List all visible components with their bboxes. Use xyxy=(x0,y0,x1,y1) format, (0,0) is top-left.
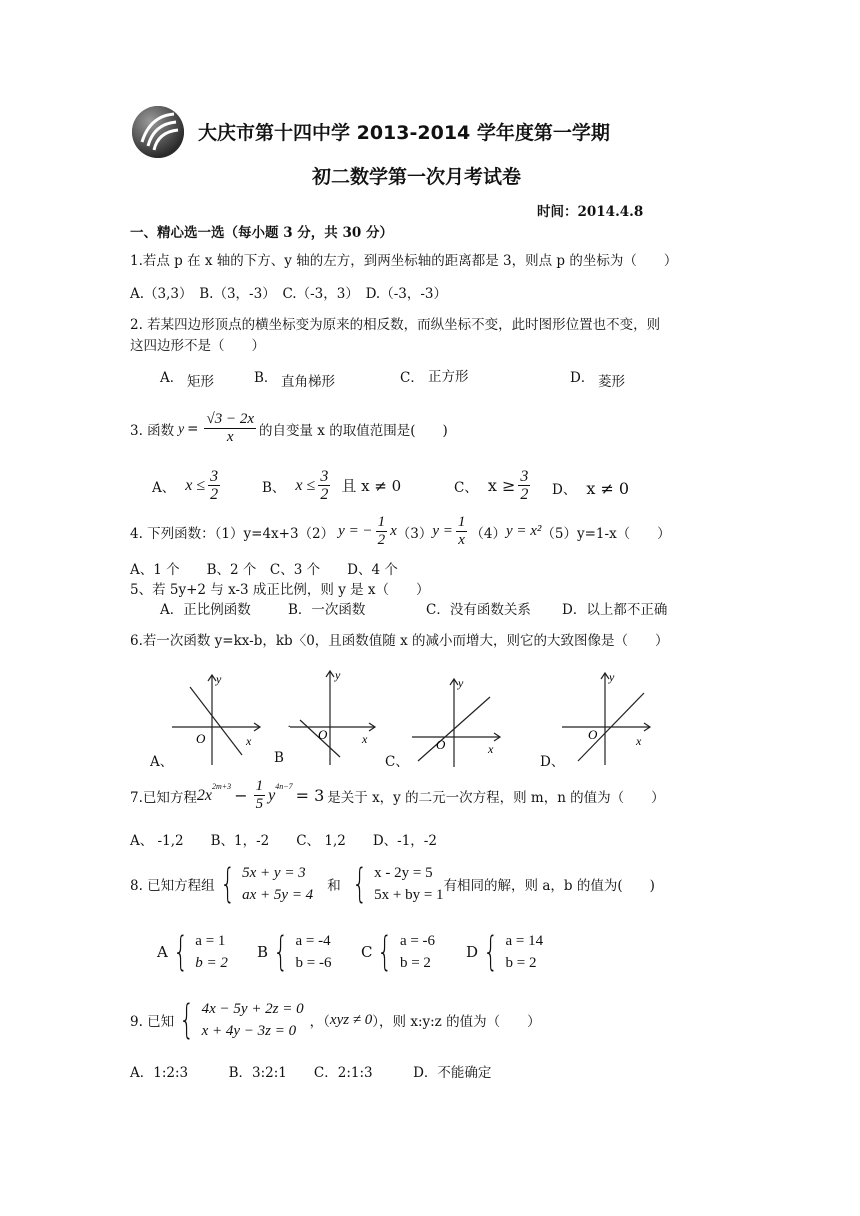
q9-part2: ，（ xyxy=(309,1014,330,1030)
q3-a-var: x ≤ xyxy=(185,476,206,494)
q4-part4: （4） xyxy=(470,525,506,542)
q1-stem: 1.若点 p 在 x 轴的下方、y 轴的左方，到两坐标轴的距离都是 3，则点 p 的坐标为（ ） xyxy=(130,253,678,269)
q7-expr-a: 2x xyxy=(196,786,212,804)
svg-text:y: y xyxy=(216,672,222,686)
q6-label-c: C、 xyxy=(385,754,409,770)
q8-s2-line2: 5x + by = 1 xyxy=(374,887,444,903)
svg-text:.: . xyxy=(288,716,291,730)
q4-f3a: y = xyxy=(432,523,453,539)
q9-system: { 4x − 5y + 2z = 0 x + 4y − 3z = 0 xyxy=(179,997,304,1043)
q8-s2-line1: x - 2y = 5 xyxy=(374,865,433,881)
q8-c1: a = -6 xyxy=(399,933,436,949)
q8-part1: 8. 已知方程组 xyxy=(130,878,215,894)
q4-part5: （5）y=1-x（ ） xyxy=(541,525,671,542)
q5-option-a: A．正比例函数 xyxy=(160,602,251,618)
q6-label-b: B xyxy=(274,750,284,766)
svg-text:x: x xyxy=(636,734,642,748)
q8-b2: b = -6 xyxy=(295,955,332,971)
q3-b-den: 2 xyxy=(320,486,329,503)
q2-option-b: 直角梯形 xyxy=(281,374,335,390)
q3-stem xyxy=(130,411,448,446)
q9-line2: x + 4y − 3z = 0 xyxy=(201,1023,297,1039)
svg-text:O: O xyxy=(196,731,206,746)
q4-f3-den: x xyxy=(458,532,465,548)
q8-option-a: A { a = 1 b = 2 xyxy=(157,929,228,975)
q8-option-d: D { a = 14 b = 2 xyxy=(466,929,544,975)
q3-b-frac xyxy=(318,468,330,503)
q3-b-var: x ≤ xyxy=(295,476,316,494)
q3-c-label: C、 xyxy=(454,479,478,496)
q2-option-b-label: B． xyxy=(254,370,278,386)
q7-exp-b: 4n−7 xyxy=(275,782,293,791)
q5-option-c: C．没有函数关系 xyxy=(426,602,531,618)
exam-date: 时间：2014.4.8 xyxy=(537,204,644,220)
svg-text:y: y xyxy=(609,670,615,684)
q3-option-a xyxy=(152,468,223,503)
q4-f2-num: 1 xyxy=(377,514,386,530)
svg-text:y: y xyxy=(335,668,341,682)
svg-text:O: O xyxy=(588,727,598,742)
school-title: 大庆市第十四中学 2013-2014 学年度第一学期 xyxy=(198,122,610,144)
q6-stem: 6.若一次函数 y=kx-b，kb〈0，且函数值随 x 的减小而增大，则它的大致图像是（ ） xyxy=(130,633,669,649)
q7-num: 1 xyxy=(255,778,264,794)
q8-a2: b = 2 xyxy=(195,955,228,971)
q2-option-d-label: D． xyxy=(570,370,595,386)
q6-graphs xyxy=(150,665,710,770)
q3-suffix: 的自变量 x 的取值范围是( ) xyxy=(259,422,448,439)
svg-text:x: x xyxy=(488,742,494,756)
q3-c-frac xyxy=(518,468,530,503)
q4-options: A、1 个 B、2 个 C、3 个 D、4 个 xyxy=(130,562,398,578)
q3-eq: = xyxy=(187,420,199,437)
q2-option-a-label: A． xyxy=(160,370,184,386)
exam-title: 初二数学第一次月考试卷 xyxy=(312,166,522,188)
q3-option-c xyxy=(454,468,533,503)
q7-stem xyxy=(130,778,665,813)
q9-stem xyxy=(130,998,541,1042)
q7-frac xyxy=(254,778,266,813)
q8-part2: 有相同的解，则 a，b 的值为( ) xyxy=(443,878,655,894)
q1-options: A.（3,3） B.（3，-3） C.（-3，3） D.（-3，-3） xyxy=(130,286,448,302)
q8-s1-line1: 5x + y = 3 xyxy=(242,865,306,881)
q3-a-num: 3 xyxy=(210,468,219,485)
q8-d-label: D xyxy=(466,943,479,961)
q6-label-a: A、 xyxy=(150,754,174,770)
q3-frac-den: x xyxy=(226,429,234,445)
svg-text:O: O xyxy=(436,737,446,752)
q8-b1: a = -4 xyxy=(295,933,331,949)
q5-option-b: B．一次函数 xyxy=(288,602,366,618)
svg-text:x: x xyxy=(246,734,252,748)
q6-graph-b xyxy=(288,668,375,765)
q7-minus: − xyxy=(234,786,248,805)
q7-part1: 7.已知方程 xyxy=(130,789,197,806)
q7-expr-b: y xyxy=(268,786,276,804)
q8-stem xyxy=(130,862,655,906)
q2-option-c: 正方形 xyxy=(428,369,469,385)
q6-graph-c xyxy=(412,676,500,767)
q3-option-b xyxy=(262,468,401,503)
q7-den: 5 xyxy=(255,796,264,812)
q3-b-label: B、 xyxy=(262,479,286,496)
q2-option-a: 矩形 xyxy=(187,374,214,390)
q8-s1-line2: ax + 5y = 4 xyxy=(242,887,314,903)
q2-option-d: 菱形 xyxy=(598,374,625,390)
q8-option-c: C { a = -6 b = 2 xyxy=(361,929,436,975)
q3-b-num: 3 xyxy=(320,468,329,485)
q2-stem-line1: 2. 若某四边形顶点的横坐标变为原来的相反数，而纵坐标不变，此时图形位置也不变，则 xyxy=(130,317,661,333)
q4-f2b: x xyxy=(390,523,397,539)
q8-d2: b = 2 xyxy=(505,955,537,971)
q9-line1: 4x − 5y + 2z = 0 xyxy=(201,1001,304,1017)
q4-f3-frac xyxy=(456,514,468,549)
q3-d-label: D、 xyxy=(552,482,577,498)
q4-f2-frac xyxy=(376,514,388,549)
q9-options: A．1:2:3 B．3:2:1 C．2:1:3 D．不能确定 xyxy=(130,1065,492,1081)
q8-and: 和 xyxy=(327,878,341,894)
q8-system2: { x - 2y = 5 5x + by = 1 xyxy=(351,861,444,907)
q7-eq: = 3 xyxy=(295,786,325,805)
q9-part1: 9. 已知 xyxy=(130,1014,175,1030)
q3-a-label: A、 xyxy=(152,479,176,496)
q8-c2: b = 2 xyxy=(399,955,431,971)
q3-a-frac xyxy=(208,468,220,503)
q3-prefix: 3. 函数 xyxy=(130,422,175,439)
q3-c-var: x ≥ xyxy=(487,476,516,495)
q3-option-d xyxy=(552,478,629,498)
q4-f2-den: 2 xyxy=(377,532,386,548)
svg-text:O: O xyxy=(318,727,328,742)
q3-fraction xyxy=(204,411,256,446)
q2-stem-line2: 这四边形不是（ ） xyxy=(130,338,265,354)
q6-graph-a xyxy=(172,672,260,765)
q4-f2a: y = − xyxy=(338,523,373,539)
q8-a1: a = 1 xyxy=(195,933,226,949)
q4-part3: （3） xyxy=(396,525,433,542)
q3-y: y xyxy=(178,420,185,436)
q8-b-label: B xyxy=(257,943,269,961)
q9-condition: xyz ≠ 0 xyxy=(329,1011,373,1028)
q3-c-den: 2 xyxy=(520,486,529,503)
q8-option-b: B { a = -4 b = -6 xyxy=(257,929,332,975)
school-logo-icon xyxy=(128,102,188,162)
q3-a-den: 2 xyxy=(210,486,219,503)
svg-text:y: y xyxy=(458,676,464,690)
q6-label-d: D、 xyxy=(540,754,565,770)
q8-d1: a = 14 xyxy=(505,933,544,949)
q6-graph-d xyxy=(562,670,650,765)
q2-option-c-label: C． xyxy=(400,370,424,386)
q3-c-num: 3 xyxy=(520,468,529,485)
q4-f3-num: 1 xyxy=(457,514,466,530)
q3-d-var: x ≠ 0 xyxy=(586,478,630,498)
q8-a-label: A xyxy=(157,943,168,961)
q5-option-d: D．以上都不正确 xyxy=(562,602,668,618)
q8-system1: { 5x + y = 3 ax + 5y = 4 xyxy=(219,861,314,907)
q7-exp-a: 2m+3 xyxy=(212,782,232,791)
q4-part1: 4. 下列函数：（1）y=4x+3（2） xyxy=(130,525,335,542)
q8-c-label: C xyxy=(361,943,373,961)
q7-part2: 是关于 x，y 的二元一次方程，则 m，n 的值为（ ） xyxy=(327,789,665,806)
q7-options: A、 -1,2 B、1，-2 C、 1,2 D、-1，-2 xyxy=(130,833,437,849)
section-heading: 一、精心选一选（每小题 3 分，共 30 分） xyxy=(130,225,393,241)
q3-b-extra: 且 x ≠ 0 xyxy=(341,477,402,495)
q4-stem xyxy=(130,514,671,549)
svg-text:x: x xyxy=(362,732,368,746)
q4-f4: y = x² xyxy=(505,523,542,539)
q3-frac-num: √3 − 2x xyxy=(206,411,254,427)
q5-stem: 5、若 5y+2 与 x-3 成正比例，则 y 是 x（ ） xyxy=(130,582,430,598)
q9-part3: ），则 x:y:z 的值为（ ） xyxy=(372,1014,541,1030)
